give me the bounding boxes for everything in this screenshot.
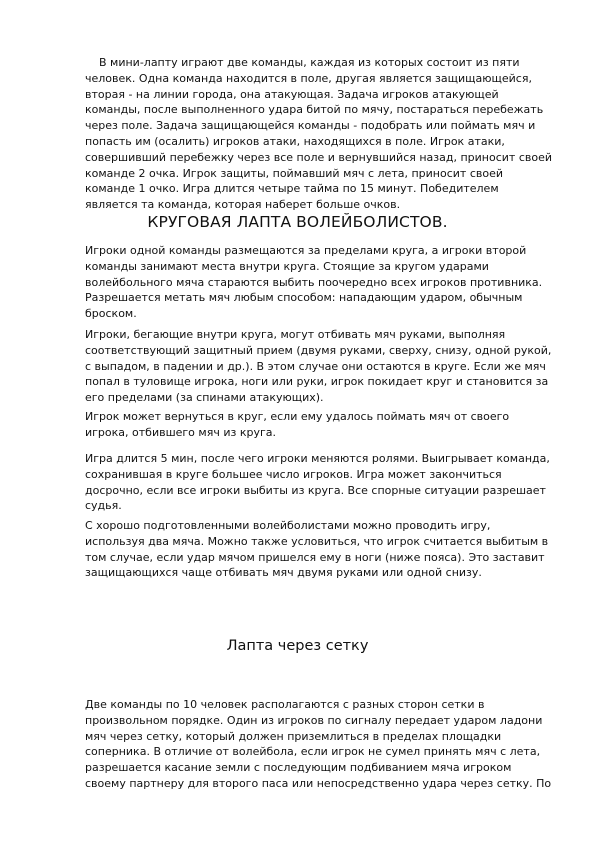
text-line: совершивший перебежку через все поле и вернувшийся назад, приносит своей bbox=[85, 150, 552, 164]
text-line: волейбольного мяча стараются выбить поочередно всех игроков противника. bbox=[85, 275, 543, 289]
section1-paragraph-4 bbox=[85, 451, 555, 514]
section2-paragraph-1 bbox=[85, 697, 555, 792]
text-line: Игроки одной команды размещаются за пределами круга, а игроки второй bbox=[85, 244, 527, 257]
section1-paragraph-5 bbox=[85, 518, 555, 581]
text-line: Разрешается метать мяч любым способом: нападающим ударом, обычным bbox=[85, 291, 523, 305]
text-line: том случае, если удар мячом пришелся ему в ноги (ниже пояса). Это заставит bbox=[85, 550, 545, 564]
section1-paragraph-1 bbox=[85, 243, 555, 322]
text-line: команде 1 очко. Игра длится четыре тайма по 15 минут. Победителем bbox=[85, 182, 499, 196]
text-line: используя два мяча. Можно также условиться, что игрок считается выбитым в bbox=[85, 534, 549, 548]
text-line: Игрок может вернуться в круг, если ему удалось поймать мяч от своего bbox=[85, 410, 510, 423]
text-line: команде 2 очка. Игрок защиты, поймавший мяч с лета, приносит своей bbox=[85, 166, 503, 180]
text-line: вторая - на линии города, она атакующая. Задача игроков атакующей bbox=[85, 87, 499, 101]
text-line: Две команды по 10 человек располагаются с разных сторон сетки в bbox=[85, 698, 485, 711]
section1-paragraph-2 bbox=[85, 327, 555, 406]
text-line: с выпадом, в падении и др.). В этом случае они остаются в круге. Если же мяч bbox=[85, 359, 546, 373]
text-line: броском. bbox=[85, 307, 137, 321]
text-line: соперника. В отличие от волейбола, если игрок не сумел принять мяч с лета, bbox=[85, 745, 541, 759]
text-line: досрочно, если все игроки выбиты из круга. Все спорные ситуации разрешает bbox=[85, 483, 546, 497]
section-title-net-lapta: Лапта через сетку bbox=[226, 638, 369, 654]
text-line: Игра длится 5 мин, после чего игроки меняются ролями. Выигрывает команда, bbox=[85, 452, 550, 465]
text-line: судья. bbox=[85, 499, 122, 513]
text-line: мяч через сетку, который должен приземлиться в пределах площадки bbox=[85, 729, 502, 743]
text-line: защищающихся чаще отбивать мяч двумя руками или одной снизу. bbox=[85, 566, 482, 580]
text-line: соответствующий защитный прием (двумя руками, сверху, снизу, одной рукой, bbox=[85, 343, 552, 357]
intro-paragraph bbox=[85, 55, 555, 213]
text-line: попал в туловище игрока, ноги или руки, игрок покидает круг и становится за bbox=[85, 375, 549, 389]
text-line: своему партнеру для второго паса или непосредственно удара через сетку. По bbox=[85, 776, 552, 790]
text-line: команды занимают места внутри круга. Стоящие за кругом ударами bbox=[85, 259, 489, 273]
section1-paragraph-3 bbox=[85, 409, 555, 441]
section-title-circle-lapta: КРУГОВАЯ ЛАПТА ВОЛЕЙБОЛИСТОВ. bbox=[147, 213, 448, 231]
text-line: команды, после выполненного удара битой по мячу, постараться перебежать bbox=[85, 103, 544, 117]
text-line: Игроки, бегающие внутри круга, могут отбивать мяч руками, выполняя bbox=[85, 328, 506, 341]
text-line: игрока, отбившего мяч из круга. bbox=[85, 425, 276, 439]
text-line: является та команда, которая наберет больше очков. bbox=[85, 198, 401, 212]
text-line: В мини-лапту играют две команды, каждая из которых состоит из пяти bbox=[85, 56, 520, 69]
text-line: разрешается касание земли с последующим подбиванием мяча игроком bbox=[85, 761, 512, 775]
text-line: человек. Одна команда находится в поле, другая является защищающейся, bbox=[85, 71, 532, 85]
text-line: его пределами (за спинами атакующих). bbox=[85, 391, 324, 405]
text-line: попасть им (осалить) игроков атаки, находящихся в поле. Игрок атаки, bbox=[85, 134, 505, 148]
text-line: через поле. Задача защищающейся команды - подобрать или поймать мяч и bbox=[85, 119, 536, 133]
text-line: сохранившая в круге большее число игроков. Игра может закончиться bbox=[85, 467, 502, 481]
text-line: С хорошо подготовленными волейболистами можно проводить игру, bbox=[85, 519, 491, 532]
text-line: произвольном порядке. Один из игроков по сигналу передает ударом ладони bbox=[85, 713, 543, 727]
